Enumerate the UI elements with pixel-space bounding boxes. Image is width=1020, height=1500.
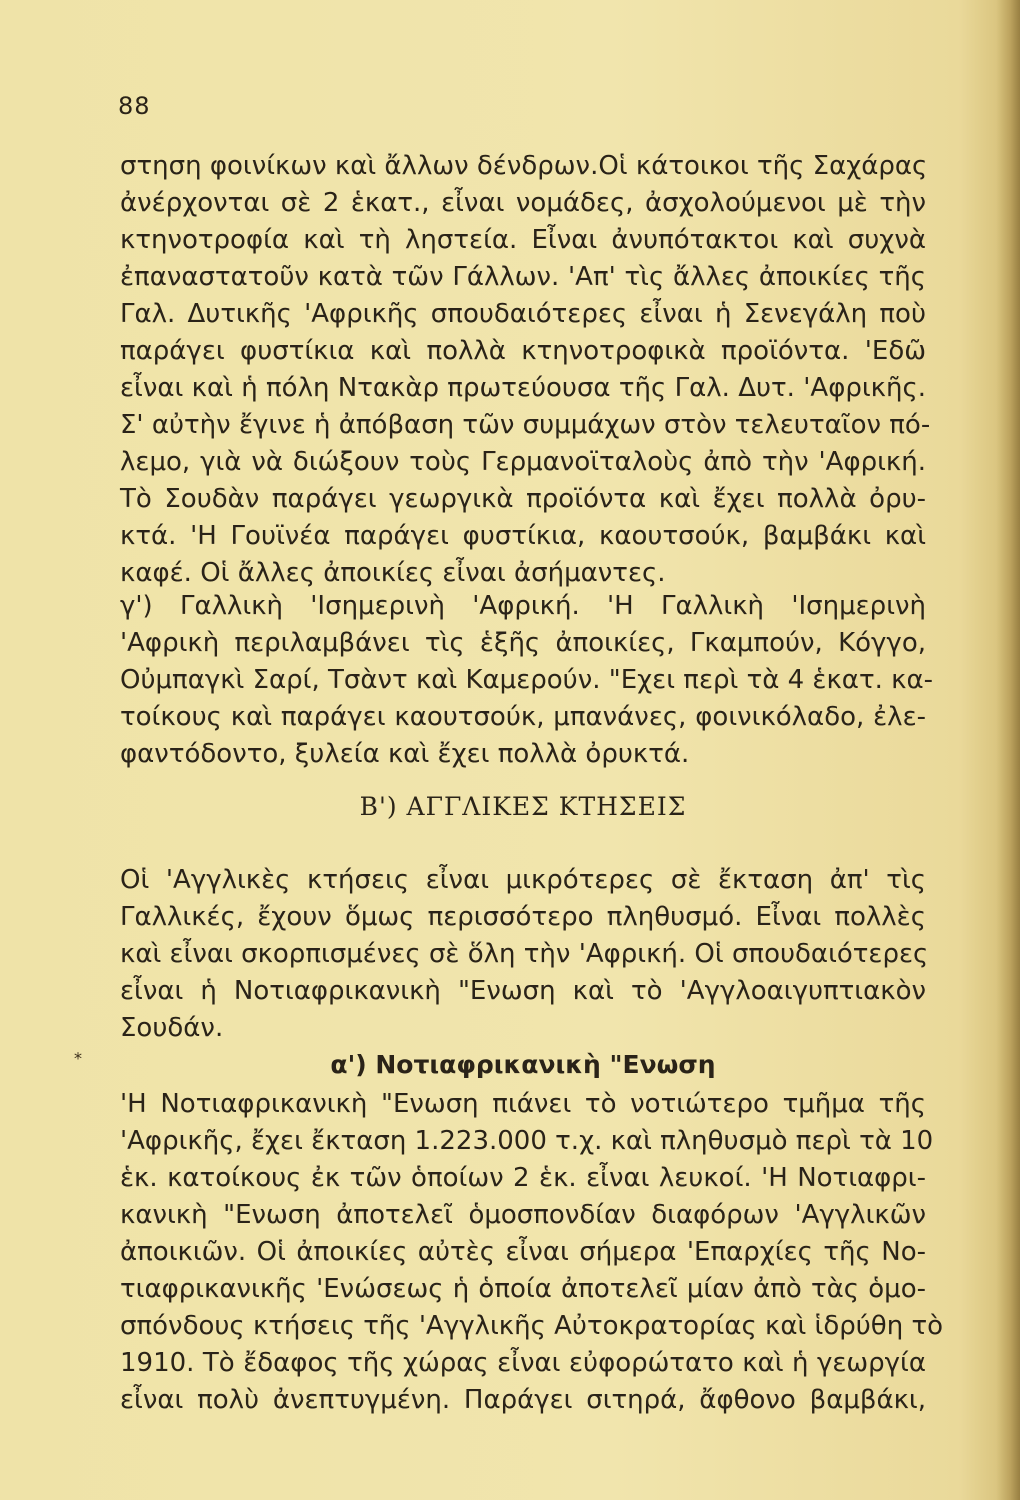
text-line: ἑκ. κατοίκους ἐκ τῶν ὁποίων 2 ἑκ. εἶναι λευκοί. 'Η Νοτιαφρι-: [120, 1163, 926, 1193]
text-line: Οἱ 'Αγγλικὲς κτήσεις εἶναι μικρότερες σὲ ἔκταση ἀπ' τὶς: [120, 865, 926, 895]
text-line: ἀνέρχονται σὲ 2 ἑκατ., εἶναι νομάδες, ἀσχολούμενοι μὲ τὴν: [120, 188, 926, 218]
text-line: 1910. Τὸ ἔδαφος τῆς χώρας εἶναι εὐφορώτατο καὶ ἡ γεωργία: [120, 1348, 926, 1378]
text-line: τοίκους καὶ παράγει καουτσούκ, μπανάνες, φοινικόλαδο, ἐλε-: [120, 702, 926, 732]
text-line: εἶναι καὶ ἡ πόλη Ντακὰρ πρωτεύουσα τῆς Γαλ. Δυτ. 'Αφρικῆς.: [120, 373, 926, 403]
text-line: ἀποικιῶν. Οἱ ἀποικίες αὐτὲς εἶναι σήμερα 'Επαρχίες τῆς Νο-: [120, 1237, 926, 1267]
text-line: Γαλ. Δυτικῆς 'Αφρικῆς σπουδαιότερες εἶναι ἡ Σενεγάλη ποὺ: [120, 299, 926, 329]
text-line: σπόνδους κτήσεις τῆς 'Αγγλικῆς Αὐτοκρατορίας καὶ ἱδρύθη τὸ: [120, 1311, 943, 1341]
text-line: Τὸ Σουδὰν παράγει γεωργικὰ προϊόντα καὶ ἔχει πολλὰ ὀρυ-: [120, 484, 926, 514]
paragraph-english-possessions: [120, 862, 929, 1047]
text-line: 'Αφρικῆς, ἔχει ἔκταση 1.223.000 τ.χ. καὶ πληθυσμὸ περὶ τὰ 10: [120, 1126, 934, 1156]
text-line: ἐπαναστατοῦν κατὰ τῶν Γάλλων. 'Απ' τὶς ἄλλες ἀποικίες τῆς: [120, 262, 926, 292]
page-edge-shadow: [996, 0, 1020, 1500]
text-line: Σουδάν.: [120, 1013, 224, 1043]
text-line: καὶ εἶναι σκορπισμένες σὲ ὅλη τὴν 'Αφρική. Οἱ σπουδαιότερες: [120, 939, 929, 969]
text-line: Σ' αὐτὴν ἔγινε ἡ ἀπόβαση τῶν συμμάχων στὸν τελευταῖον πό-: [120, 410, 931, 440]
text-line: Γαλλικές, ἔχουν ὅμως περισσότερο πληθυσμό. Εἶναι πολλὲς: [120, 902, 926, 932]
text-line: στηση φοινίκων καὶ ἄλλων δένδρων.Οἱ κάτοικοι τῆς Σαχάρας: [120, 151, 928, 181]
paragraph-french-equatorial-africa: [120, 588, 933, 773]
text-line: εἶναι πολὺ ἀνεπτυγμένη. Παράγει σιτηρά, ἄφθονο βαμβάκι,: [120, 1385, 926, 1415]
paragraph-sahara-west-africa: [120, 148, 931, 592]
text-line: καφέ. Οἱ ἄλλες ἀποικίες εἶναι ἀσήμαντες.: [120, 558, 666, 588]
text-line: τιαφρικανικῆς 'Ενώσεως ἡ ὁποία ἀποτελεῖ μίαν ἀπὸ τὰς ὁμο-: [120, 1274, 926, 1304]
text-line: λεμο, γιὰ νὰ διώξουν τοὺς Γερμανοϊταλοὺς ἀπὸ τὴν 'Αφρική.: [120, 447, 926, 477]
text-line: εἶναι ἡ Νοτιαφρικανικὴ "Ενωση καὶ τὸ 'Αγγλοαιγυπτιακὸν: [120, 976, 926, 1006]
text-line: 'Η Νοτιαφρικανικὴ "Ενωση πιάνει τὸ νοτιώτερο τμῆμα τῆς: [120, 1089, 926, 1119]
page-number: 88: [118, 92, 151, 120]
margin-mark: ⁎: [74, 1044, 82, 1063]
sub-heading: α') Νοτιαφρικανικὴ "Ενωση: [330, 1050, 716, 1079]
paragraph-south-african-union: [120, 1086, 943, 1419]
text-line: κτά. 'Η Γουϊνέα παράγει φυστίκια, καουτσούκ, βαμβάκι καὶ: [120, 521, 926, 551]
text-line: γ') Γαλλικὴ 'Ισημερινὴ 'Αφρική. 'Η Γαλλικὴ 'Ισημερινὴ: [120, 591, 926, 621]
text-line: παράγει φυστίκια καὶ πολλὰ κτηνοτροφικὰ προϊόντα. 'Εδῶ: [120, 336, 926, 366]
text-line: φαντόδοντο, ξυλεία καὶ ἔχει πολλὰ ὀρυκτά.: [120, 739, 690, 769]
section-heading: Β') ΑΓΓΛΙΚΕΣ ΚΤΗΣΕΙΣ: [359, 792, 687, 821]
text-line: Οὐμπαγκὶ Σαρί, Τσὰντ καὶ Καμερούν. "Εχει περὶ τὰ 4 ἑκατ. κα-: [120, 665, 933, 695]
text-line: κτηνοτροφία καὶ τὴ ληστεία. Εἶναι ἀνυπότακτοι καὶ συχνὰ: [120, 225, 926, 255]
text-line: κανικὴ "Ενωση ἀποτελεῖ ὁμοσπονδίαν διαφόρων 'Αγγλικῶν: [120, 1200, 926, 1230]
text-line: 'Αφρικὴ περιλαμβάνει τὶς ἑξῆς ἀποικίες, Γκαμπούν, Κόγγο,: [120, 628, 926, 658]
